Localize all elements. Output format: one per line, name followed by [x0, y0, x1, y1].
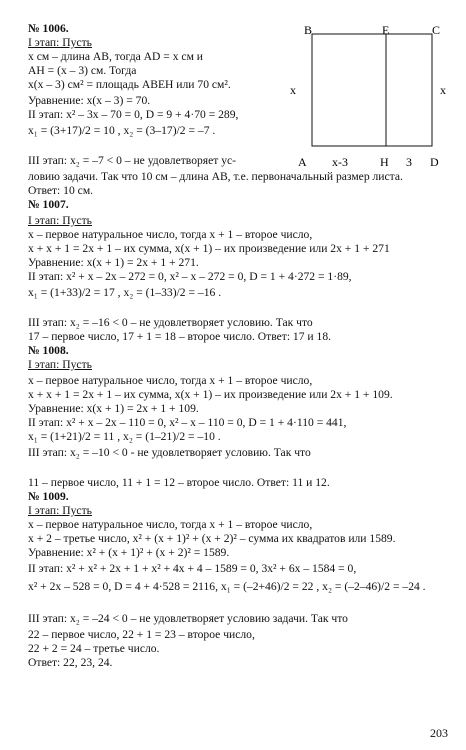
text-line: III этап: x₂ = –16 < 0 – не удовлетворяет условию. Так что [28, 316, 313, 329]
text-line: II этап: x² + x – 2x – 110 = 0, x² – x – 110 = 0, D = 1 + 4·110 = 441, [28, 416, 347, 429]
vertex-b: B [304, 23, 313, 37]
text-line: № 1008. [28, 344, 69, 357]
text-line: AH = (x – 3) см. Тогда [28, 64, 137, 77]
rectangle-diagram [282, 22, 462, 172]
text-line: II этап: x² + x² + 2x + 1 + x² + 4x + 4 – 1589 = 0, 3x² + 6x – 1584 = 0, [28, 562, 357, 575]
text-line: № 1007. [28, 198, 69, 211]
text-line: II этап: x² – 3x – 70 = 0, D = 9 + 4·70 = 289, [28, 108, 239, 121]
text-line: I этап: Пусть [28, 36, 92, 49]
text-line: 22 + 2 = 24 – третье число. [28, 642, 160, 655]
text-line: x – первое натуральное число, тогда x + 1 – второе число, [28, 374, 313, 387]
vertex-e: E [382, 23, 390, 37]
text-line: x² + 2x – 528 = 0, D = 4 + 4·528 = 2116, x₁ = (–2+46)/2 = 22 , x₂ = (–2–46)/2 = –24 . [28, 580, 426, 593]
text-line: № 1006. [28, 22, 69, 35]
vertex-h: H [380, 155, 389, 169]
text-line: x + x + 1 = 2x + 1 – их сумма, x(x + 1) – их произведение или 2x + 1 + 109. [28, 388, 393, 401]
text-line: x – первое натуральное число, тогда x + 1 – второе число, [28, 518, 313, 531]
text-line: I этап: Пусть [28, 214, 92, 227]
text-line: III этап: x₂ = –10 < 0 - не удовлетворяет условию. Так что [28, 446, 311, 459]
text-line: 17 – первое число, 17 + 1 = 18 – второе число. Ответ: 17 и 18. [28, 330, 332, 343]
text-line: II этап: x² + x – 2x – 272 = 0, x² – x – 272 = 0, D = 1 + 4·272 = 1·89, [28, 270, 352, 283]
text-line: 22 – первое число, 22 + 1 = 23 – второе число, [28, 628, 255, 641]
text-line: № 1009. [28, 490, 69, 503]
text-line: Ответ: 22, 23, 24. [28, 656, 113, 669]
segment-hd-label: 3 [406, 155, 412, 169]
text-line: x₁ = (3+17)/2 = 10 , x₂ = (3–17)/2 = –7 . [28, 124, 216, 137]
text-line: x₁ = (1+33)/2 = 17 , x₂ = (1–33)/2 = –16 . [28, 286, 222, 299]
text-line: I этап: Пусть [28, 504, 92, 517]
side-right-label: x [440, 83, 446, 97]
vertex-d: D [430, 155, 439, 169]
segment-ah-label: x-3 [332, 155, 348, 169]
text-line: x(x – 3) см² = площадь ABEH или 70 см². [28, 78, 231, 91]
text-line: III этап: x₂ = –24 < 0 – не удовлетворяет условию задачи. Так что [28, 612, 348, 625]
text-line: III этап: x₂ = –7 < 0 – не удовлетворяет ус- [28, 154, 237, 167]
rectangle-abcd [312, 34, 432, 146]
text-line: I этап: Пусть [28, 358, 92, 371]
text-line: x₁ = (1+21)/2 = 11 , x₂ = (1–21)/2 = –10 . [28, 430, 221, 443]
text-line: Уравнение: x(x + 1) = 2x + 1 + 109. [28, 402, 199, 415]
vertex-a: A [298, 155, 307, 169]
page-number: 203 [430, 726, 448, 740]
text-line: x см – длина AB, тогда AD = x см и [28, 50, 204, 63]
text-line: ловию задачи. Так что 10 см – длина AB, т.е. первоначальный размер листа. [28, 170, 403, 183]
text-line: x + x + 1 = 2x + 1 – их сумма, x(x + 1) – их произведение или 2x + 1 + 271 [28, 242, 390, 255]
text-line: Ответ: 10 см. [28, 184, 94, 197]
text-line: Уравнение: x² + (x + 1)² + (x + 2)² = 1589. [28, 546, 230, 559]
vertex-c: C [432, 23, 441, 37]
text-line: Уравнение: x(x + 1) = 2x + 1 + 271. [28, 256, 199, 269]
text-line: Уравнение: x(x – 3) = 70. [28, 94, 151, 107]
side-left-label: x [290, 83, 296, 97]
text-line: x – первое натуральное число, тогда x + 1 – второе число, [28, 228, 313, 241]
text-line: x + 2 – третье число, x² + (x + 1)² + (x + 2)² – сумма их квадратов или 1589. [28, 532, 396, 545]
text-line: 11 – первое число, 11 + 1 = 12 – второе число. Ответ: 11 и 12. [28, 476, 330, 489]
